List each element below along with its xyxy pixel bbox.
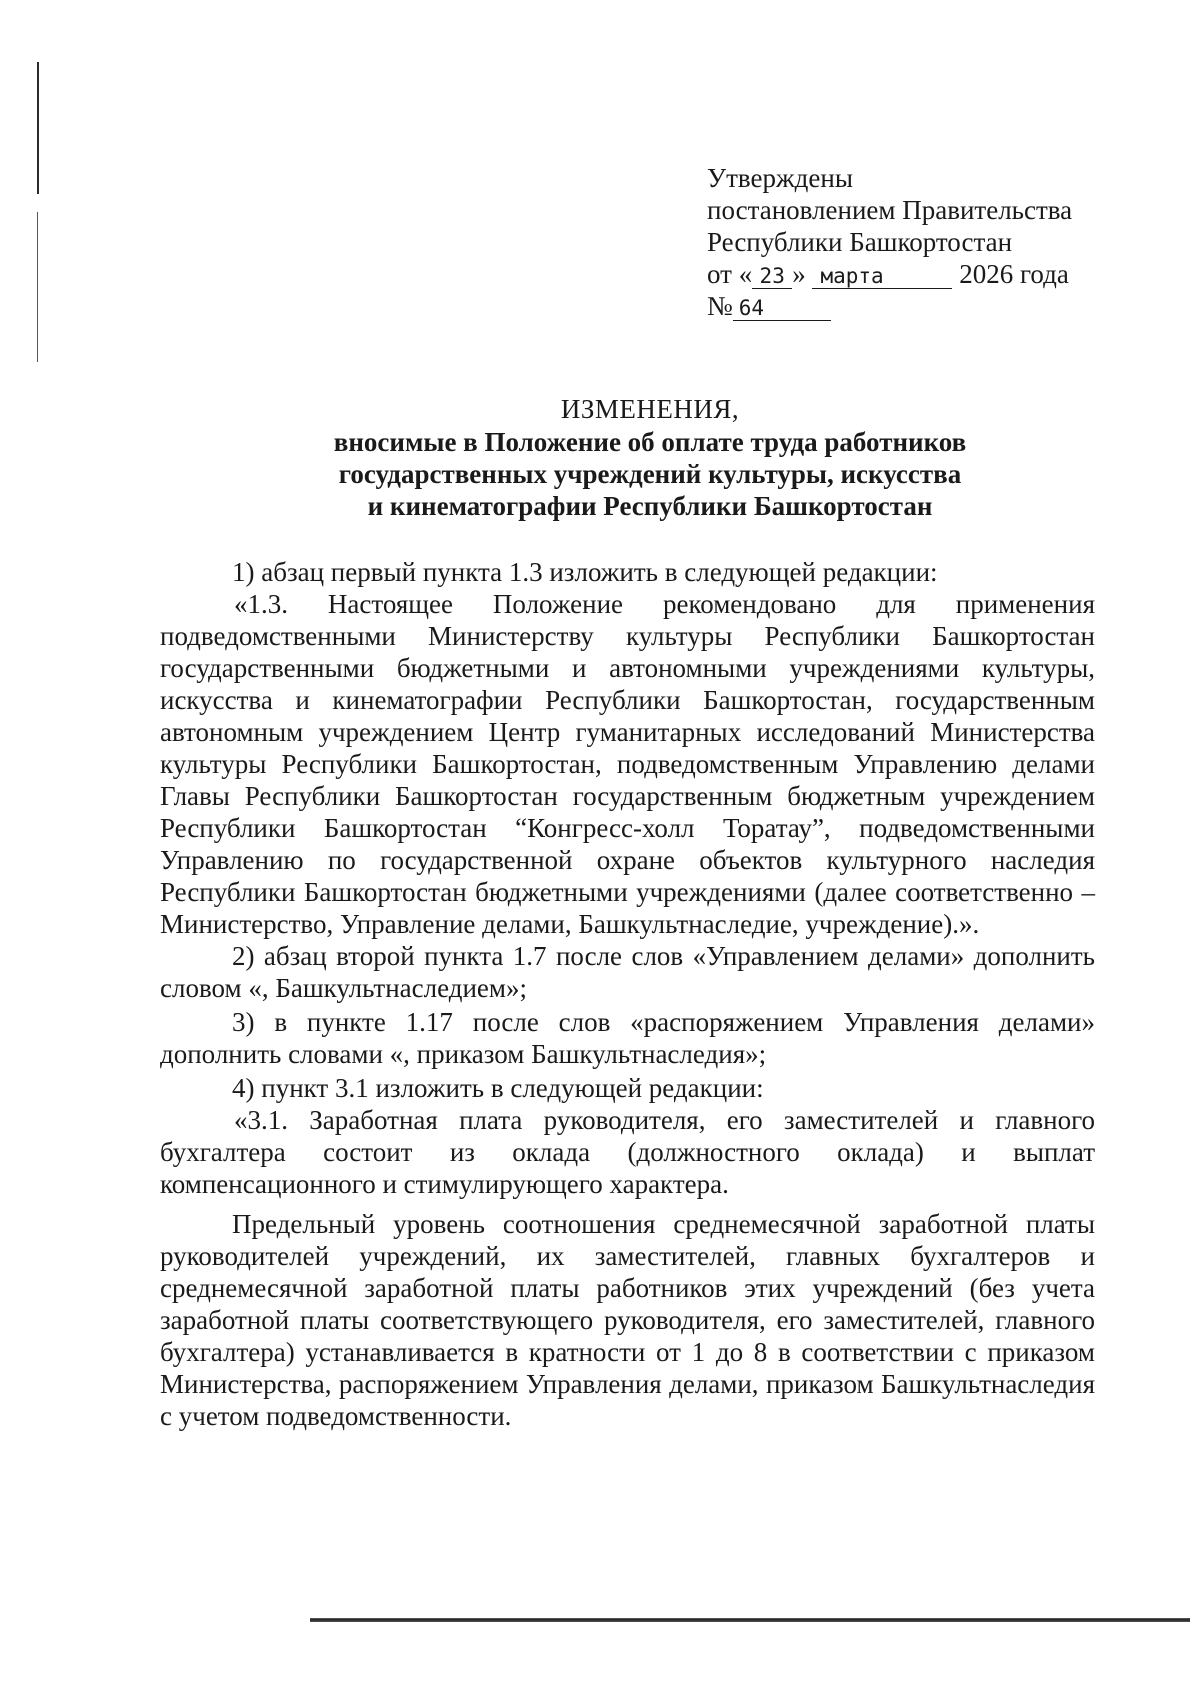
date-mid: » [792, 259, 806, 289]
paragraph: «1.3. Настоящее Положение рекомендовано для применения подведомственными Министерству культуры Республики Башкортостан государственными бюджетными и автономными учреждениями культуры, искусства и кинематографии Республики Башкортостан, государственным автономным учреждением Центр гуманитарных исследований Министерства культуры Республики Башкортостан, подведомственным Управлению делами Главы Республики Башкортостан государственным бюджетным учреждением Республики Башкортостан “Конгресс-холл Торатау”, подведомственными Управлению по государственной охране объектов культурного наследия Республики Башкортостан бюджетными учреждениями (далее соответственно – Министерство, Управление делами, Башкультнаследие, учреждение).». [160, 589, 1095, 939]
date-day-field: 23 [752, 264, 792, 289]
number-field: 64 [733, 296, 831, 321]
scan-edge-mark [37, 212, 38, 362]
approval-date-line [707, 258, 1157, 290]
title-subtitle-line: и кинематографии Республики Башкортостан [367, 491, 933, 521]
approval-block [707, 162, 1157, 322]
scan-edge-mark [37, 62, 39, 194]
date-prefix: от « [707, 259, 753, 289]
paragraph: 3) в пункте 1.17 после слов «распоряжением Управления делами» дополнить словами «, приказом Башкультнаследия»; [160, 1007, 1095, 1069]
approval-line: Утверждены [707, 163, 853, 193]
approval-line: Республики Башкортостан [707, 227, 1013, 257]
paragraph: 2) абзац второй пункта 1.7 после слов «Управлением делами» дополнить словом «, Башкультнаследием»; [160, 941, 1095, 1003]
number-prefix: № [707, 291, 733, 321]
approval-line: постановлением Правительства [707, 195, 1073, 225]
title-subtitle-line: государственных учреждений культуры, искусства [338, 459, 962, 489]
paragraph: «3.1. Заработная плата руководителя, его заместителей и главного бухгалтера состоит из оклада (должностного оклада) и выплат компенсационного и стимулирующего характера. [160, 1105, 1095, 1199]
document-title [200, 392, 1100, 522]
paragraph: 4) пункт 3.1 изложить в следующей редакции: [232, 1073, 764, 1103]
paragraph: Предельный уровень соотношения среднемесячной заработной платы руководителей учреждений, их заместителей, главных бухгалтеров и среднемесячной заработной платы работников этих учреждений (без учета заработной платы соответствующего руководителя, его заместителей, главного бухгалтера) устанавливается в кратности от 1 до 8 в соответствии с приказом Министерства, распоряжением Управления делами, приказом Башкультнаследия с учетом подведомственности. [160, 1209, 1095, 1431]
document-body [160, 556, 1095, 1432]
approval-number-line [707, 290, 1157, 322]
title-main: ИЗМЕНЕНИЯ, [560, 394, 740, 424]
date-month-field: марта [812, 264, 952, 289]
title-subtitle-line: вносимые в Положение об оплате труда работников [333, 427, 967, 457]
scan-edge-mark [310, 1618, 1190, 1622]
date-year: 2026 года [959, 259, 1069, 289]
paragraph: 1) абзац первый пункта 1.3 изложить в следующей редакции: [232, 557, 938, 587]
